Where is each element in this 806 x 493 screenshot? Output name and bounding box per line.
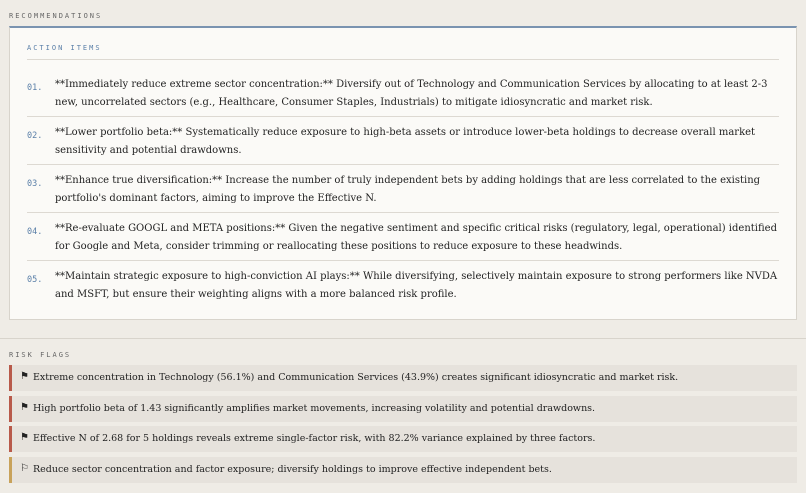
action-item <box>27 68 779 117</box>
flag-filled-icon: ⚑ <box>20 402 29 413</box>
flag-outline-icon: ⚐ <box>20 463 29 474</box>
risk-flag-critical <box>9 426 797 452</box>
action-item-number: 05. <box>27 275 43 285</box>
action-item-text: **Enhance true diversification:** Increase the number of truly independent bets by adding holdings that are less correlated to the existing portfolio's dominant factors, aiming to improve the Effective N. <box>55 175 761 204</box>
risk-flag-warning <box>9 457 797 483</box>
risk-flag-critical <box>9 396 797 422</box>
action-item-number: 04. <box>27 227 43 237</box>
action-item-text: **Maintain strategic exposure to high-conviction AI plays:** While diversifying, selectively maintain exposure to strong performers like NVDA and MSFT, but ensure their weighting aligns with a more balanced risk profile. <box>55 271 778 300</box>
action-item-number: 01. <box>27 83 43 93</box>
risk-flag-text: Effective N of 2.68 for 5 holdings reveals extreme single-factor risk, with 82.2% variance explained by three factors. <box>33 433 596 444</box>
action-item-text: **Immediately reduce extreme sector concentration:** Diversify out of Technology and Communication Services by allocating to at least 2-3 new, uncorrelated sectors (e.g., Healthcare, Consumer Staples, Industrials) to mitigate idiosyncratic and market risk. <box>55 79 768 108</box>
risk-flag-text: Extreme concentration in Technology (56.1%) and Communication Services (43.9%) creates significant idiosyncratic and market risk. <box>33 372 679 383</box>
action-item <box>27 164 779 213</box>
action-item-number: 03. <box>27 179 43 189</box>
recommendations-title: RECOMMENDATIONS <box>9 12 103 20</box>
action-item-number: 02. <box>27 131 43 141</box>
risk-flag-text: Reduce sector concentration and factor exposure; diversify holdings to improve effective independent bets. <box>33 464 552 475</box>
risk-flag-critical <box>9 365 797 391</box>
action-item <box>27 260 779 308</box>
section-divider <box>0 338 806 339</box>
action-item-text: **Re-evaluate GOOGL and META positions:** Given the negative sentiment and specific critical risks (regulatory, legal, operational) identified for Google and Meta, consider trimming or reallocating these positions to reduce exposure to these headwinds. <box>55 223 777 252</box>
action-items-title: ACTION ITEMS <box>27 44 102 52</box>
divider <box>27 59 779 60</box>
action-items-card <box>9 26 797 320</box>
action-item-text: **Lower portfolio beta:** Systematically reduce exposure to high-beta assets or introduce lower-beta holdings to decrease overall market sensitivity and potential drawdowns. <box>55 127 756 156</box>
action-item <box>27 116 779 165</box>
action-item <box>27 212 779 261</box>
flag-filled-icon: ⚑ <box>20 432 29 443</box>
risk-flags-title: RISK FLAGS <box>9 351 72 359</box>
flag-filled-icon: ⚑ <box>20 371 29 382</box>
risk-flag-text: High portfolio beta of 1.43 significantly amplifies market movements, increasing volatility and potential drawdowns. <box>33 403 596 414</box>
